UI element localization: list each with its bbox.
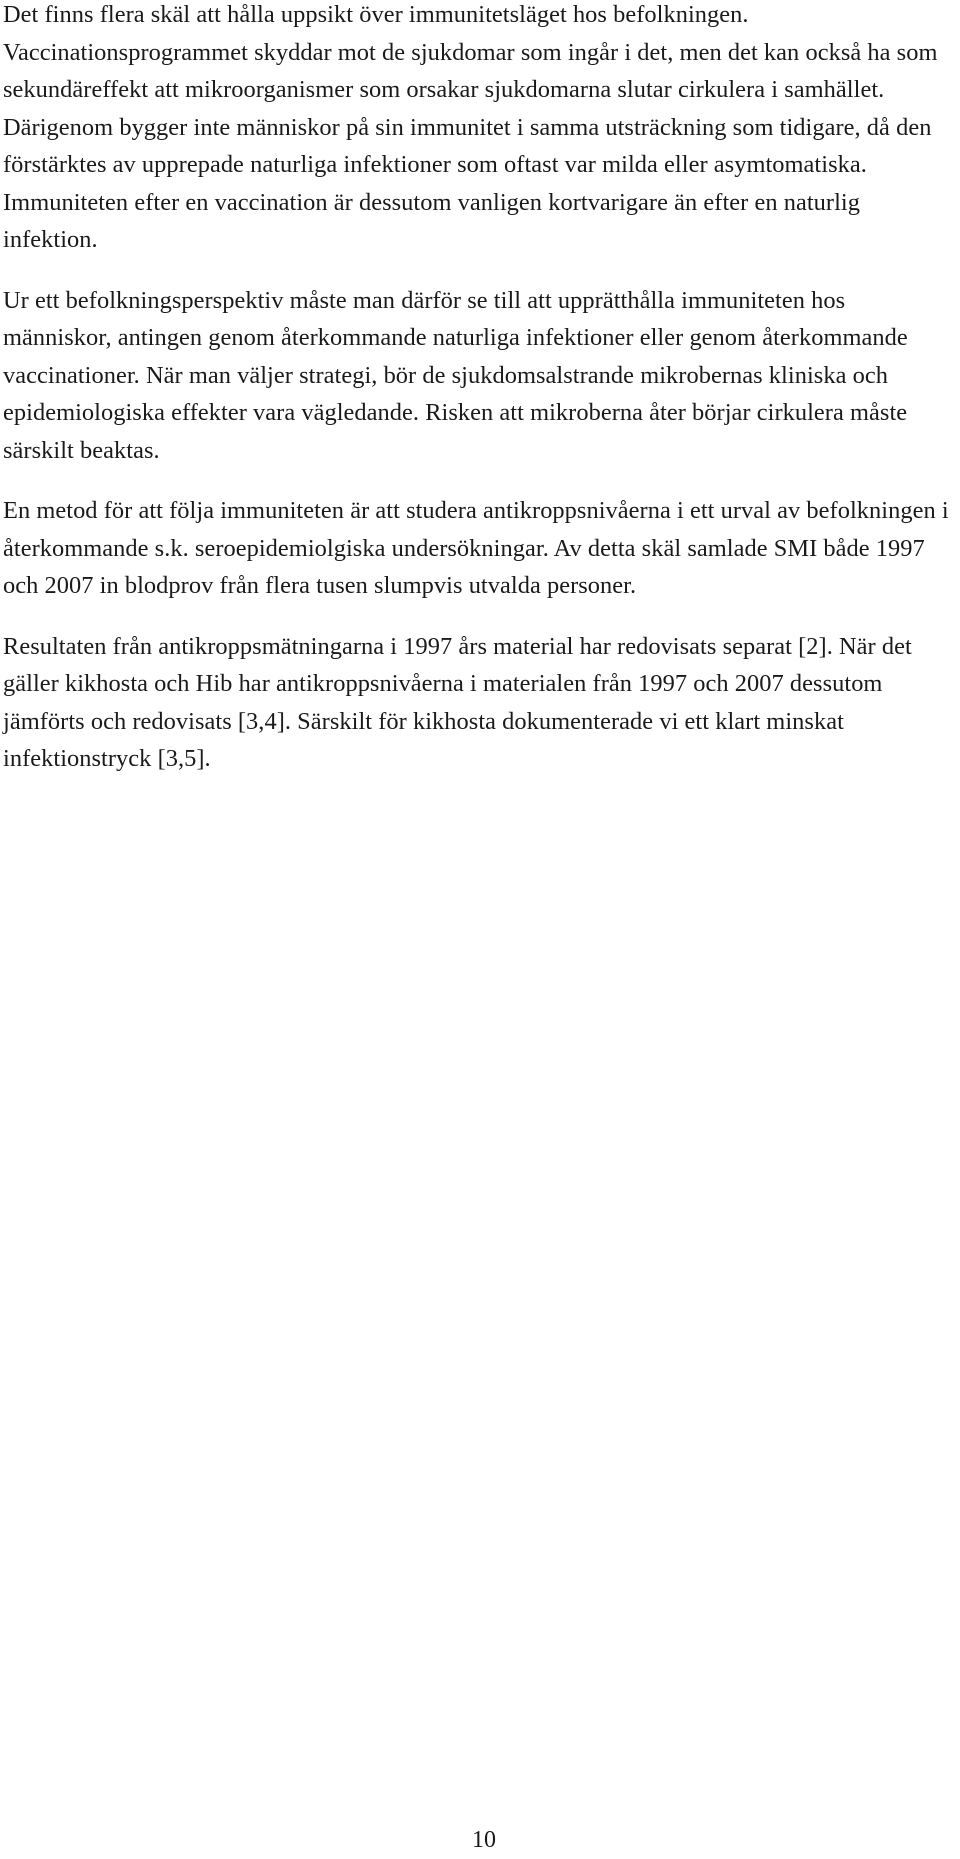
body-text bbox=[3, 0, 953, 801]
paragraph-population-perspective: Ur ett befolkningsperspektiv måste man därför se till att upprätthålla immuniteten hos människor, antingen genom återkommande naturliga infektioner eller genom återkommande vaccinationer. När man väljer strategi, bör de sjukdomsalstrande mikrobernas kliniska och epidemiologiska effekter vara vägledande. Risken att mikroberna åter börjar cirkulera måste särskilt beaktas. bbox=[3, 286, 908, 464]
paragraph-immunity-monitoring: Det finns flera skäl att hålla uppsikt över immunitetsläget hos befolkningen. Vaccinationsprogrammet skyddar mot de sjukdomar som ingår i det, men det kan också ha som sekundäreffekt att mikroorganismer som orsakar sjukdomarna slutar cirkulera i samhället. Därigenom bygger inte människor på sin immunitet i samma utsträckning som tidigare, då den förstärktes av upprepade naturliga infektioner som oftast var milda eller asymtomatiska. Immuniteten efter en vaccination är dessutom vanligen kortvarigare än efter en naturlig infektion. bbox=[3, 1, 938, 253]
paragraph-results: Resultaten från antikroppsmätningarna i 1997 års material har redovisats separat [2]. När det gäller kikhosta och Hib har antikroppsnivåerna i materialen från 1997 och 2007 dessutom jämförts och redovisats [3,4]. Särskilt för kikhosta dokumenterade vi ett klart minskat infektionstryck [3,5]. bbox=[3, 632, 912, 772]
paragraph-seroepidemiology-method: En metod för att följa immuniteten är att studera antikroppsnivåerna i ett urval av befolkningen i återkommande s.k. seroepidemiolgiska undersökningar. Av detta skäl samlade SMI både 1997 och 2007 in blodprov från flera tusen slumpvis utvalda personer. bbox=[3, 497, 949, 599]
page-number: 10 bbox=[472, 1827, 496, 1853]
